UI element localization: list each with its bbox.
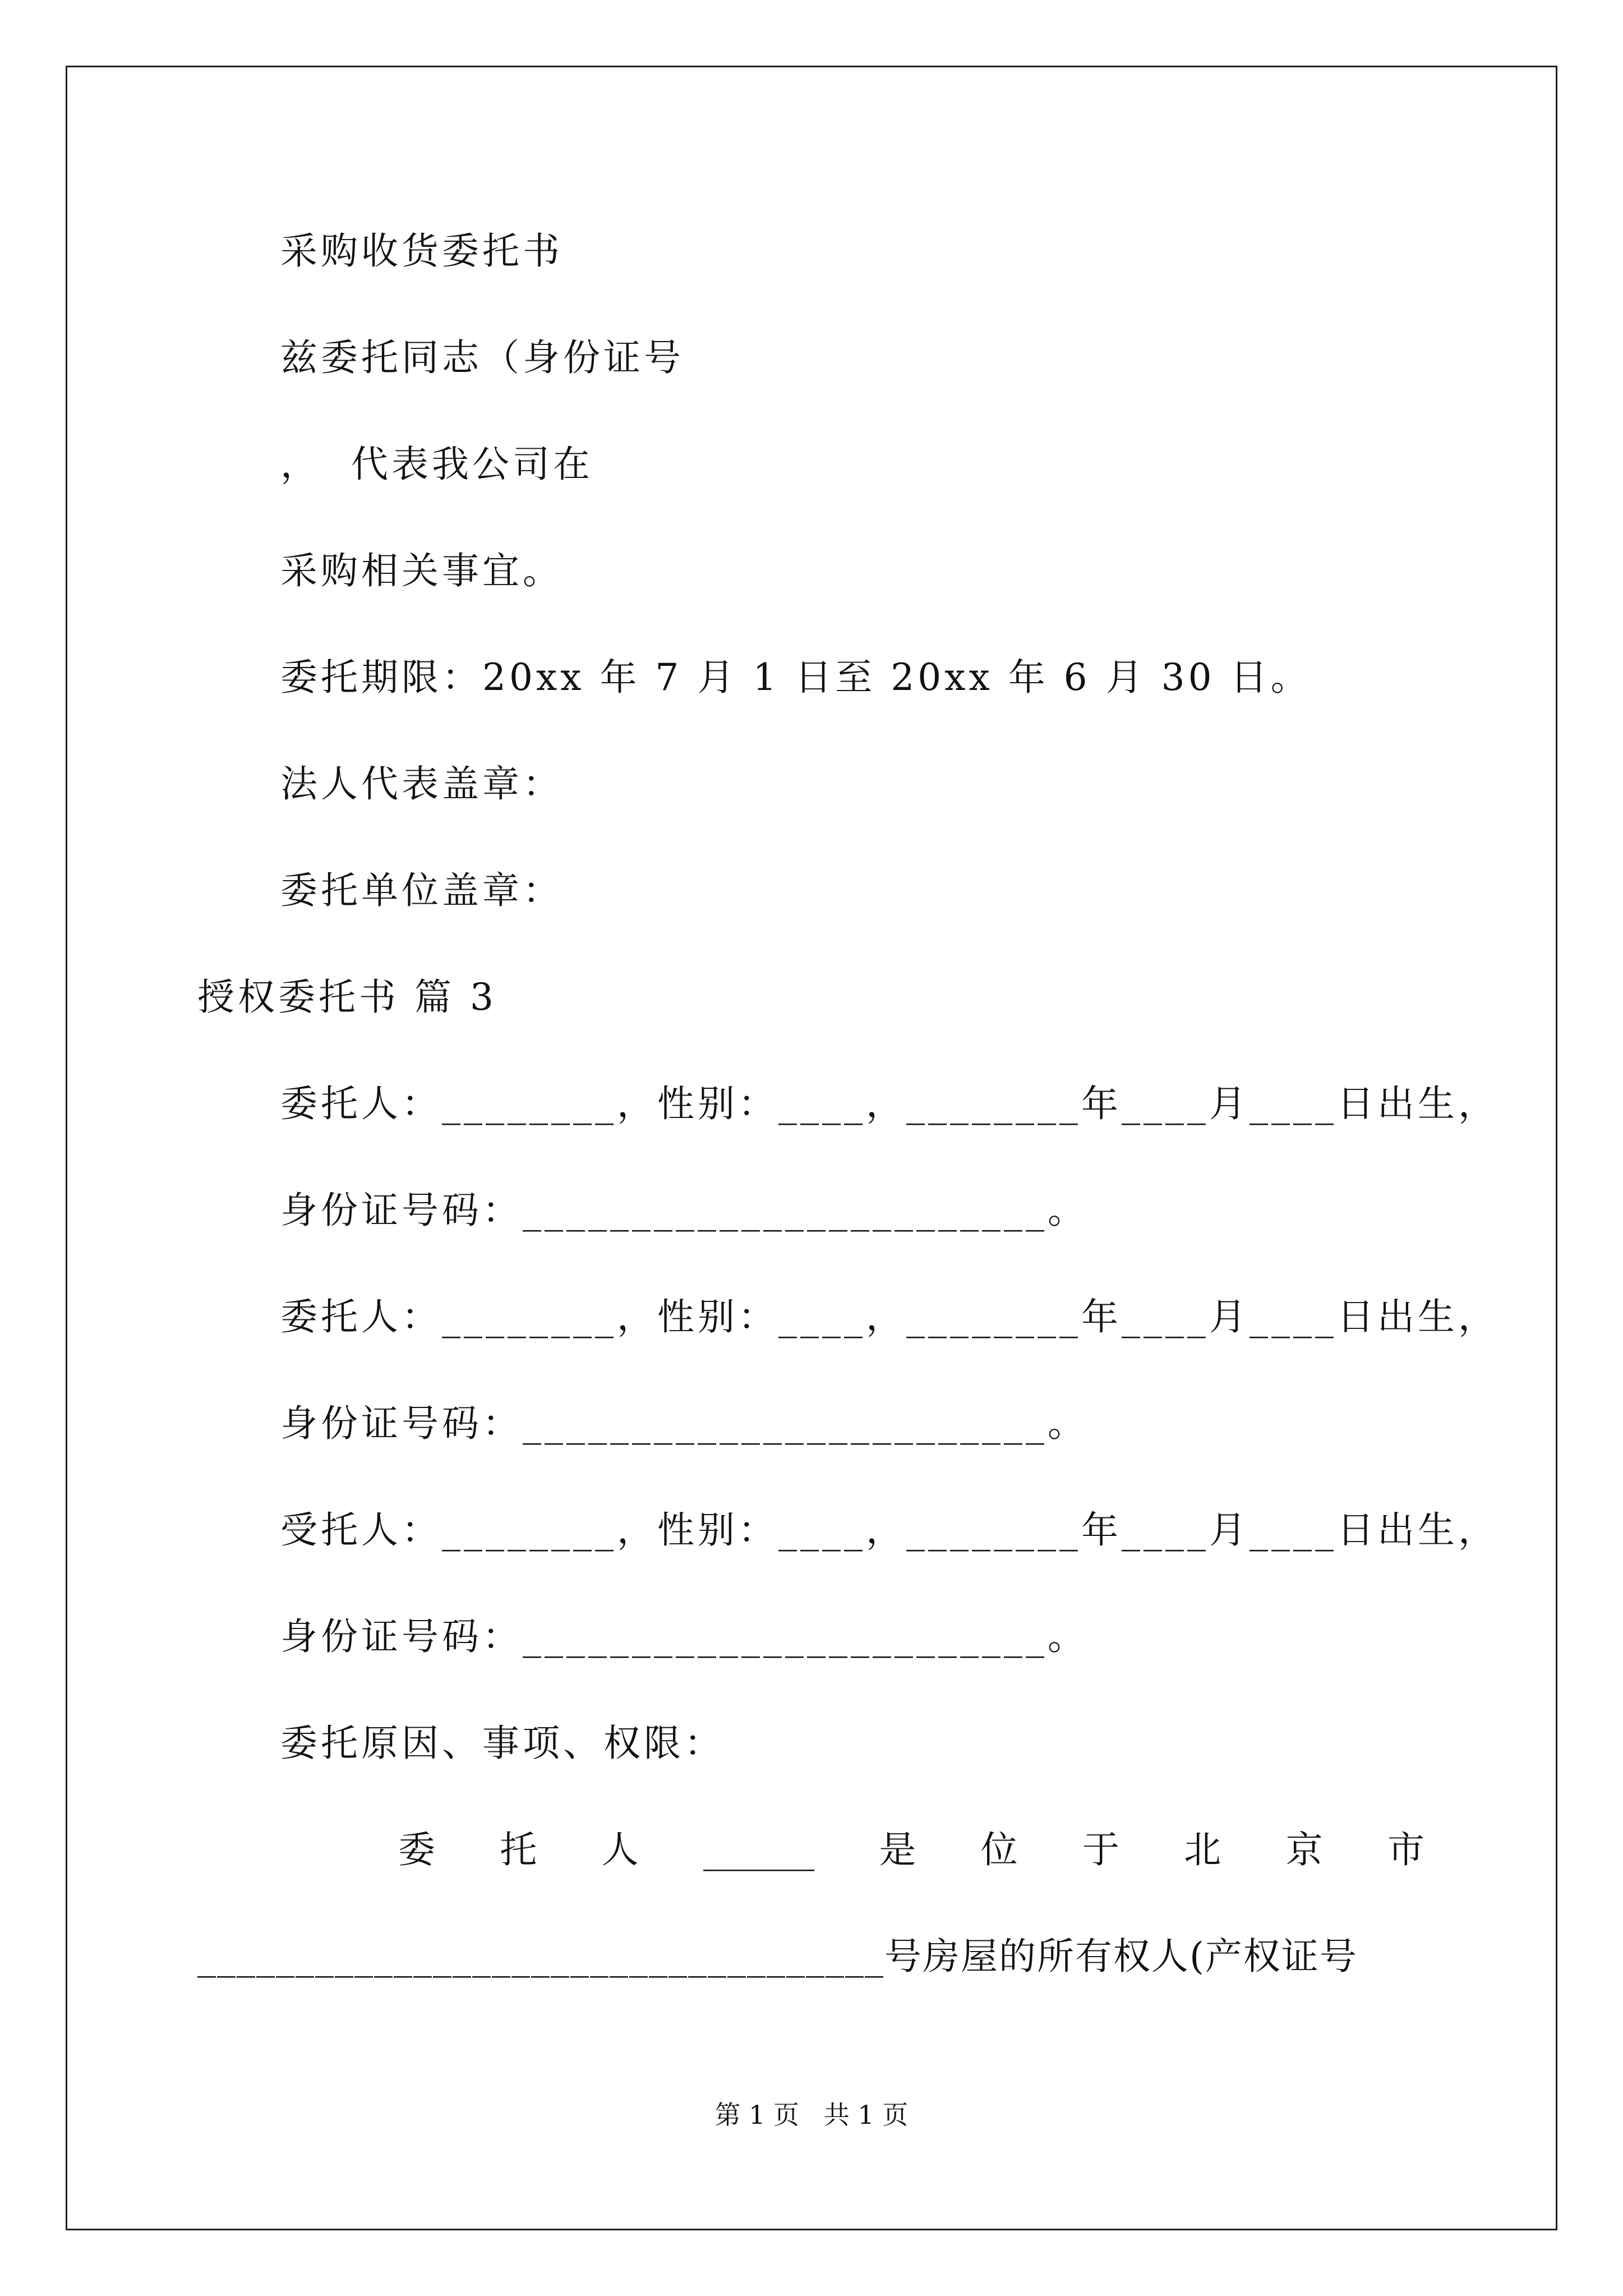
form-line: 身份证号码：________________________。 bbox=[280, 1402, 1088, 1445]
form-line: 委托人：________，性别：____，________年____月____日出生， bbox=[280, 1082, 1498, 1125]
justified-char: 委 bbox=[398, 1828, 435, 1871]
doc-title: 采购收货委托书 bbox=[280, 229, 563, 273]
paragraph-line: ___________________________________号房屋的所有权人(产权证号 bbox=[197, 1935, 1358, 1978]
justified-char: 北 bbox=[1184, 1828, 1221, 1871]
justified-char: 市 bbox=[1387, 1828, 1424, 1871]
section-heading: 授权委托书 篇 3 bbox=[197, 976, 497, 1019]
paragraph-line: 委托单位盖章： bbox=[280, 869, 563, 912]
justified-char: 是 bbox=[879, 1828, 916, 1871]
paragraph-line: 采购相关事宜。 bbox=[280, 549, 563, 592]
justified-char: 托 bbox=[500, 1828, 537, 1871]
justified-blank: ______ bbox=[703, 1828, 814, 1871]
justified-char: 京 bbox=[1285, 1828, 1323, 1871]
justified-char: 人 bbox=[601, 1828, 639, 1871]
paragraph-line: 兹委托同志（身份证号 bbox=[280, 336, 684, 379]
form-line: 受托人：________，性别：____，________年____月____日出生， bbox=[280, 1508, 1498, 1552]
form-line: 身份证号码：________________________。 bbox=[280, 1615, 1088, 1658]
page-footer: 第 1 页 共 1 页 bbox=[714, 2100, 909, 2130]
paragraph-line: 法人代表盖章： bbox=[280, 762, 563, 806]
page-border bbox=[66, 66, 1557, 2230]
form-line: 身份证号码：________________________。 bbox=[280, 1189, 1088, 1232]
justified-char: 于 bbox=[1082, 1828, 1119, 1871]
justified-char: 位 bbox=[980, 1828, 1018, 1871]
paragraph-line: 委托原因、事项、权限： bbox=[280, 1722, 725, 1765]
form-line: 委托人：________，性别：____，________年____月____日出生， bbox=[280, 1295, 1498, 1338]
paragraph-line: 委托期限：20xx 年 7 月 1 日至 20xx 年 6 月 30 日。 bbox=[280, 656, 1311, 699]
paragraph-line: ， 代表我公司在 bbox=[280, 443, 593, 486]
justified-line bbox=[398, 1828, 1424, 1872]
